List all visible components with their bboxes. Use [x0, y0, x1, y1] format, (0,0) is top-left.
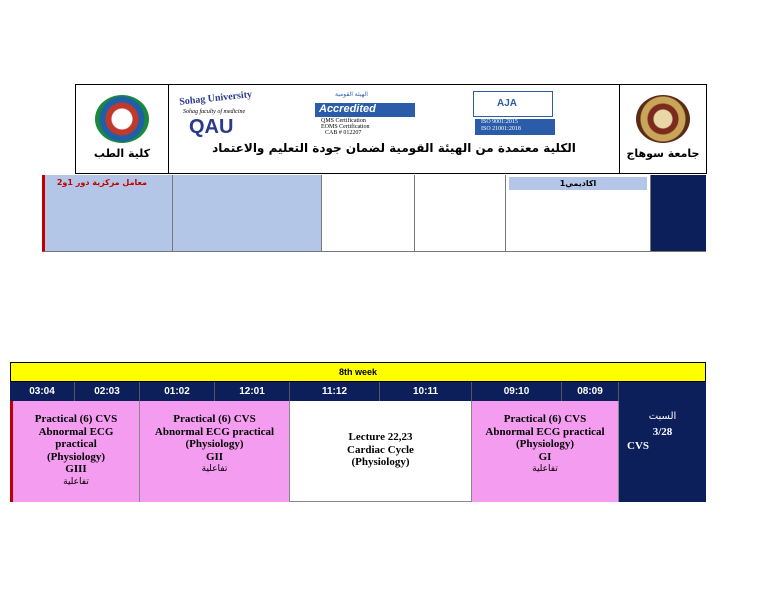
- session-title: Practical (6) CVS: [173, 413, 256, 425]
- header-title-cell: [169, 85, 620, 173]
- eoms-certification-text: EOMS Certification: [321, 124, 370, 130]
- session-title: Practical (6) CVS: [503, 413, 587, 425]
- day-date: 3/28: [652, 425, 673, 438]
- academic-label: اكاديمي1: [509, 177, 647, 190]
- row1-day-cell: [651, 175, 706, 252]
- session-lecture: [290, 401, 472, 502]
- time-slot: 12:01: [215, 382, 290, 401]
- schedule-body-row: [10, 401, 706, 502]
- academic-cell: [506, 175, 651, 252]
- ncaaqe-arabic-text: الهيئة القومية: [335, 91, 368, 98]
- time-slot: 01:02: [140, 382, 215, 401]
- session-topic: Abnormal ECG practical: [154, 425, 275, 438]
- session-group: GI: [538, 450, 552, 463]
- session-giii: [10, 401, 140, 502]
- aja-text: AJA: [497, 98, 518, 109]
- session-topic: Abnormal ECG practical: [485, 425, 605, 438]
- session-department: (Physiology): [46, 450, 106, 463]
- session-department: (Physiology): [185, 438, 244, 450]
- session-title: Lecture 22,23: [348, 431, 413, 443]
- accredited-text: Accredited: [319, 103, 376, 115]
- row1-cell-3: [322, 175, 415, 252]
- sohag-university-logo-text: Sohag University: [178, 89, 253, 108]
- faculty-of-medicine-logo: [95, 95, 149, 143]
- sohag-university-logo: [636, 95, 690, 143]
- central-lab-label: معامل مركزية دور 1و2: [56, 178, 147, 187]
- time-header-row: [10, 382, 706, 401]
- iso-21001-text: ISO 21001:2018: [481, 126, 521, 132]
- faculty-caption: كلية الطب: [93, 147, 151, 160]
- time-slot: 02:03: [75, 382, 140, 401]
- qms-certification-text: QMS Certification: [321, 118, 366, 124]
- iso-9001-text: ISO 9001:2015: [481, 119, 518, 125]
- university-caption: جامعة سوهاج: [626, 147, 700, 160]
- accreditation-logo: [305, 91, 433, 137]
- accreditation-title: الكلية معتمدة من الهيئة القومية لضمان جودة التعليم والاعتماد: [212, 141, 576, 155]
- day-cell: [619, 401, 706, 502]
- faculty-logo-subtext: Sohag faculty of medicine: [183, 109, 246, 115]
- session-department: (Physiology): [351, 456, 410, 468]
- time-slot: 11:12: [290, 382, 380, 401]
- session-topic: Abnormal ECG: [38, 425, 114, 438]
- university-logo-cell: [620, 85, 706, 173]
- time-slot-blank: [619, 382, 706, 401]
- row1-cell-2: [173, 175, 322, 252]
- time-slot: 08:09: [562, 382, 619, 401]
- cab-number-text: CAB # 012207: [325, 130, 362, 136]
- session-topic: Cardiac Cycle: [347, 443, 414, 456]
- faculty-logo-cell: [76, 85, 169, 173]
- time-slot: 09:10: [472, 382, 562, 401]
- session-topic: practical: [55, 438, 97, 450]
- aja-logo: [467, 91, 559, 137]
- session-gi: [472, 401, 619, 502]
- session-department: (Physiology): [515, 438, 575, 450]
- time-slot: 03:04: [10, 382, 75, 401]
- qau-logo-text: QAU: [189, 116, 234, 138]
- session-tag: تفاعلية: [63, 476, 89, 487]
- session-gii: [140, 401, 290, 502]
- central-lab-cell: [42, 175, 173, 252]
- row1-cell-4: [415, 175, 506, 252]
- header-banner: [75, 84, 707, 174]
- session-title: Practical (6) CVS: [34, 413, 118, 425]
- day-name: السبت: [648, 411, 677, 422]
- session-group: GII: [205, 450, 224, 463]
- session-tag: تفاعلية: [201, 464, 228, 474]
- time-slot: 10:11: [380, 382, 472, 401]
- session-tag: تفاعلية: [532, 464, 558, 474]
- qau-logo: [179, 91, 289, 141]
- previous-schedule-row: [42, 175, 706, 252]
- session-group: GIII: [65, 463, 87, 475]
- day-module: CVS: [627, 440, 650, 452]
- week-label: 8th week: [10, 362, 706, 382]
